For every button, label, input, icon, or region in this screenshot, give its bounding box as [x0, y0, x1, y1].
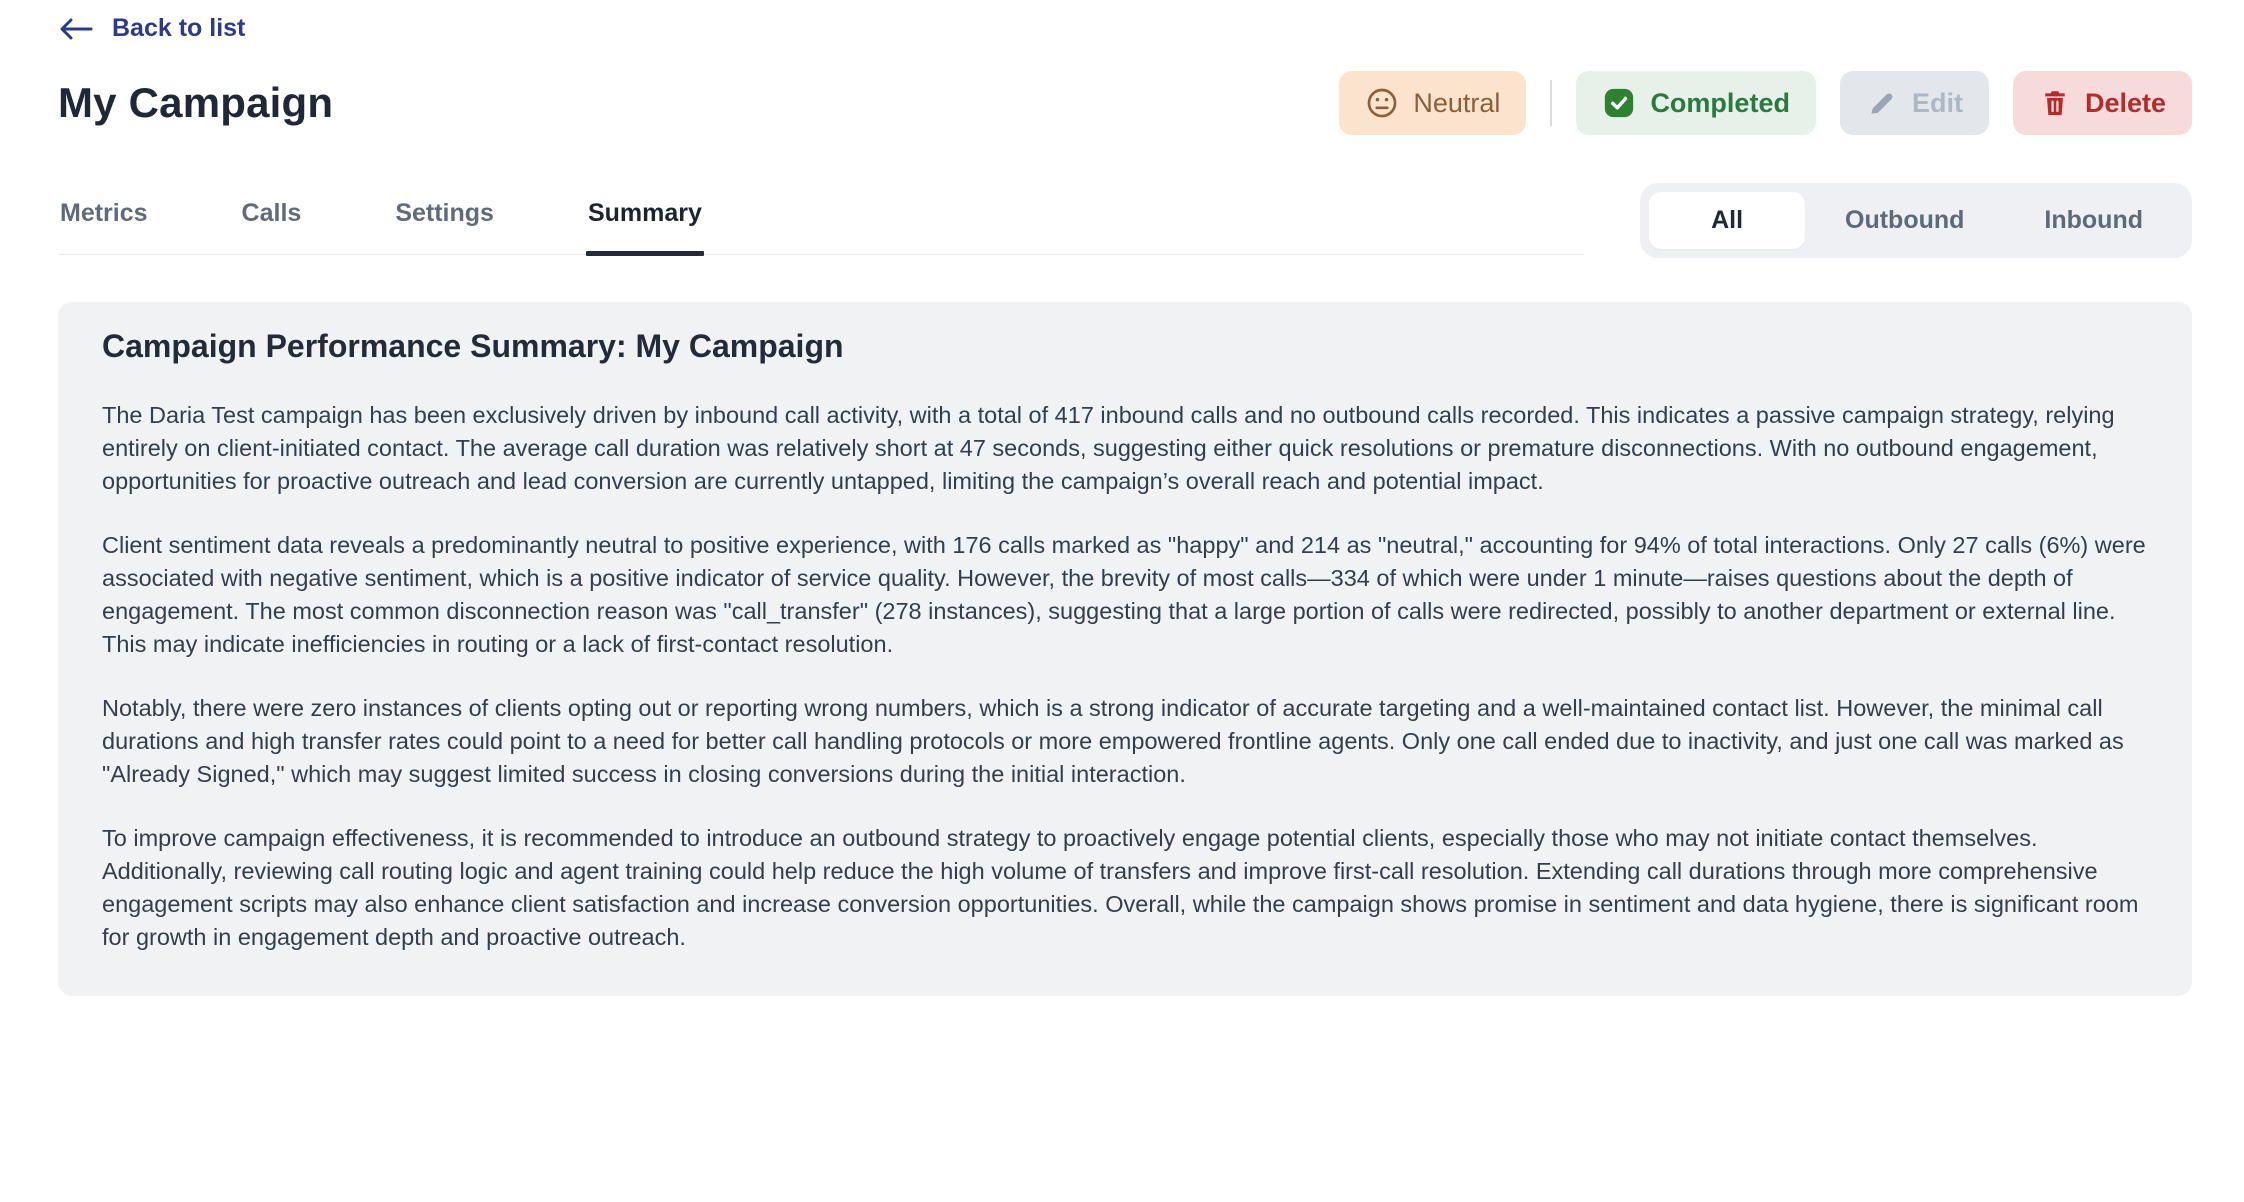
left-arrow-icon	[58, 16, 94, 42]
tab-settings[interactable]: Settings	[395, 199, 494, 227]
vertical-divider	[1550, 80, 1552, 126]
sentiment-label: Neutral	[1413, 87, 1501, 118]
pencil-icon	[1866, 87, 1898, 119]
filter-all[interactable]: All	[1649, 192, 1805, 249]
status-label: Completed	[1650, 87, 1790, 118]
tabs-row	[58, 181, 2192, 258]
sentiment-badge[interactable]	[1339, 71, 1526, 135]
neutral-face-icon	[1365, 86, 1399, 120]
page-title: My Campaign	[58, 79, 334, 126]
edit-label: Edit	[1911, 87, 1963, 118]
tab-calls[interactable]: Calls	[241, 199, 302, 227]
summary-heading: Campaign Performance Summary: My Campaign	[102, 328, 844, 364]
summary-paragraph: Client sentiment data reveals a predominantly neutral to positive experience, with 176 calls marked as "happy" and 214 as "neutral," accounting for 94% of total interactions. Only 27 calls (6%) were associated with negative sentiment, which is a positive indicator of service quality. However, the brevity of most calls—334 of which were under 1 minute—raises questions about the depth of engagement. The most common disconnection reason was "call_transfer" (278 instances), suggesting that a large portion of calls were redirected, possibly to another department or external line. This may indicate inefficiencies in routing or a lack of first-contact resolution.	[102, 532, 2146, 657]
direction-filter	[1640, 183, 2192, 258]
trash-icon	[2039, 87, 2071, 119]
filter-outbound[interactable]: Outbound	[1845, 206, 1965, 234]
action-buttons	[1339, 71, 2192, 135]
tab-metrics[interactable]: Metrics	[60, 199, 148, 227]
tab-bar	[58, 181, 1584, 255]
back-to-list-label: Back to list	[112, 14, 246, 42]
edit-button[interactable]	[1840, 71, 1989, 135]
back-to-list-link[interactable]	[58, 14, 245, 43]
summary-paragraph: Notably, there were zero instances of clients opting out or reporting wrong numbers, which is a strong indicator of accurate targeting and a well-maintained contact list. However, the minimal call durations and high transfer rates could point to a need for better call handling protocols or more empowered frontline agents. Only one call ended due to inactivity, and just one call was marked as "Already Signed," which may suggest limited success in closing conversions during the initial interaction.	[102, 695, 2124, 787]
summary-paragraph: The Daria Test campaign has been exclusively driven by inbound call activity, with a total of 417 inbound calls and no outbound calls recorded. This indicates a passive campaign strategy, relying entirely on client-initiated contact. The average call duration was relatively short at 47 seconds, suggesting either quick resolutions or premature disconnections. With no outbound engagement, opportunities for proactive outreach and lead conversion are currently untapped, limiting the campaign’s overall reach and potential impact.	[102, 402, 2115, 494]
delete-label: Delete	[2084, 87, 2166, 118]
header-row	[58, 71, 2192, 135]
tab-summary[interactable]: Summary	[586, 181, 704, 254]
summary-card	[58, 302, 2192, 996]
filter-inbound[interactable]: Inbound	[2044, 206, 2143, 234]
delete-button[interactable]	[2013, 71, 2192, 135]
summary-paragraph: To improve campaign effectiveness, it is recommended to introduce an outbound strategy to proactively engage potential clients, especially those who may not initiate contact themselves. Additionally, reviewing call routing logic and agent training could help reduce the high volume of transfers and improve first-call resolution. Extending call durations through more comprehensive engagement scripts may also enhance client satisfaction and increase conversion opportunities. Overall, while the campaign shows promise in sentiment and data hygiene, there is significant room for growth in engagement depth and proactive outreach.	[102, 825, 2139, 950]
checkmark-icon	[1602, 86, 1636, 120]
status-badge-completed[interactable]	[1576, 71, 1816, 135]
